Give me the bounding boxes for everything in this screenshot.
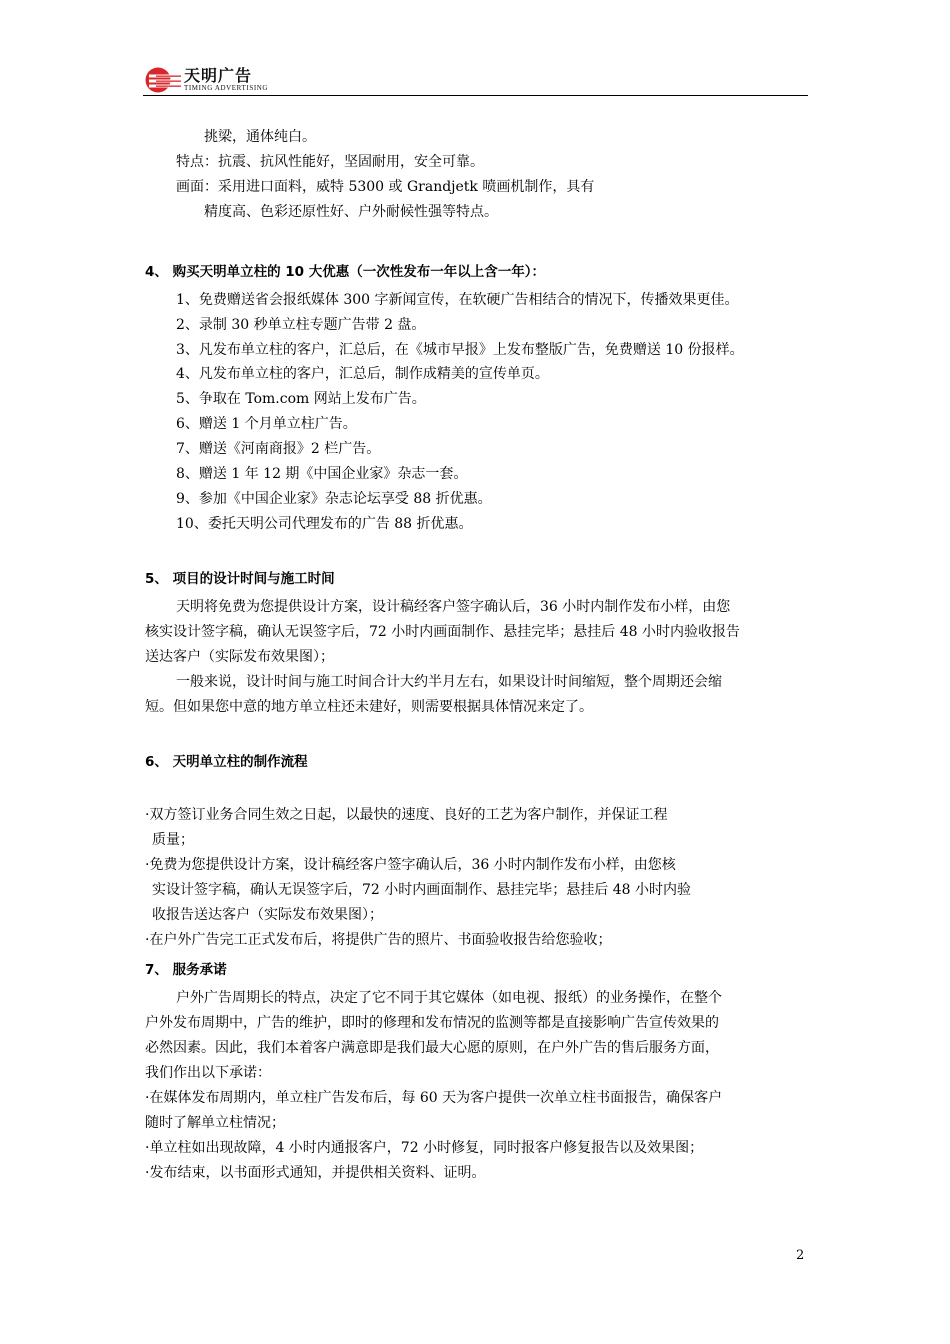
bullet-line: 质量； — [152, 832, 194, 848]
brand-name-english: TIMING ADVERTISING — [184, 84, 269, 92]
section-6-heading: 6、 天明单立柱的制作流程 — [145, 754, 308, 770]
page-header — [143, 62, 808, 98]
paragraph-line: 一般来说，设计时间与施工时间合计大约半月左右，如果设计时间缩短，整个周期还会缩 — [176, 674, 722, 690]
body-line: 挑梁，通体纯白。 — [204, 129, 316, 145]
bullet-line: ·免费为您提供设计方案，设计稿经客户签字确认后，36 小时内制作发布小样，由您核 — [145, 857, 676, 873]
paragraph-line: 核实设计签字稿，确认无误签字后，72 小时内画面制作、悬挂完毕；悬挂后 48 小时内验收报告 — [145, 624, 740, 640]
list-item: 4、凡发布单立柱的客户，汇总后，制作成精美的宣传单页。 — [176, 366, 549, 382]
body-line: 特点：抗震、抗风性能好，坚固耐用，安全可靠。 — [176, 154, 484, 170]
paragraph-line: 必然因素。因此，我们本着客户满意即是我们最大心愿的原则，在户外广告的售后服务方面， — [145, 1040, 719, 1056]
list-item: 2、录制 30 秒单立柱专题广告带 2 盘。 — [176, 317, 426, 333]
list-item: 9、参加《中国企业家》杂志论坛享受 88 折优惠。 — [176, 491, 492, 507]
bullet-line: 收报告送达客户（实际发布效果图）； — [152, 907, 383, 923]
paragraph-line: 短。但如果您中意的地方单立柱还未建好，则需要根据具体情况来定了。 — [145, 699, 593, 715]
header-divider — [143, 95, 808, 96]
section-7-heading: 7、 服务承诺 — [145, 962, 227, 978]
list-item: 1、免费赠送省会报纸媒体 300 字新闻宣传，在软硬广告相结合的情况下，传播效果更佳。 — [176, 292, 739, 308]
list-item: 8、赠送 1 年 12 期《中国企业家》杂志一套。 — [176, 466, 468, 482]
bullet-line: ·单立柱如出现故障，4 小时内通报客户，72 小时修复，同时报客户修复报告以及效果图； — [145, 1140, 704, 1156]
brand-name: 天明广告 — [184, 66, 253, 85]
bullet-line: ·在户外广告完工正式发布后，将提供广告的照片、书面验收报告给您验收； — [145, 932, 612, 948]
list-item: 10、委托天明公司代理发布的广告 88 折优惠。 — [176, 516, 473, 532]
bullet-line: ·双方签订业务合同生效之日起，以最快的速度、良好的工艺为客户制作，并保证工程 — [145, 807, 668, 823]
section-5-heading: 5、 项目的设计时间与施工时间 — [145, 571, 335, 587]
paragraph-line: 户外发布周期中，广告的维护，即时的修理和发布情况的监测等都是直接影响广告宣传效果的 — [145, 1015, 719, 1031]
bullet-line: 随时了解单立柱情况； — [145, 1115, 285, 1131]
bullet-line: ·在媒体发布周期内，单立柱广告发布后，每 60 天为客户提供一次单立柱书面报告，确保客户 — [145, 1090, 723, 1106]
paragraph-line: 户外广告周期长的特点，决定了它不同于其它媒体（如电视、报纸）的业务操作，在整个 — [176, 990, 722, 1006]
list-item: 6、赠送 1 个月单立柱广告。 — [176, 416, 357, 432]
paragraph-line: 我们作出以下承诺： — [145, 1065, 271, 1081]
tianming-logo-icon — [143, 65, 181, 95]
bullet-line: 实设计签字稿，确认无误签字后，72 小时内画面制作、悬挂完毕；悬挂后 48 小时内验 — [152, 882, 691, 898]
list-item: 3、凡发布单立柱的客户，汇总后，在《城市早报》上发布整版广告，免费赠送 10 份报样。 — [176, 342, 744, 358]
list-item: 5、争取在 Tom.com 网站上发布广告。 — [176, 391, 426, 407]
paragraph-line: 天明将免费为您提供设计方案，设计稿经客户签字确认后，36 小时内制作发布小样，由您 — [176, 599, 731, 615]
body-line: 精度高、色彩还原性好、户外耐候性强等特点。 — [204, 204, 498, 220]
bullet-line: ·发布结束，以书面形式通知，并提供相关资料、证明。 — [145, 1165, 486, 1181]
section-4-heading: 4、 购买天明单立柱的 10 大优惠（一次性发布一年以上含一年）： — [145, 264, 546, 280]
page-number: 2 — [796, 1248, 805, 1263]
body-line: 画面：采用进口面料，威特 5300 或 Grandjetk 喷画机制作，具有 — [176, 179, 595, 195]
list-item: 7、赠送《河南商报》2 栏广告。 — [176, 441, 381, 457]
paragraph-line: 送达客户（实际发布效果图）； — [145, 649, 334, 665]
